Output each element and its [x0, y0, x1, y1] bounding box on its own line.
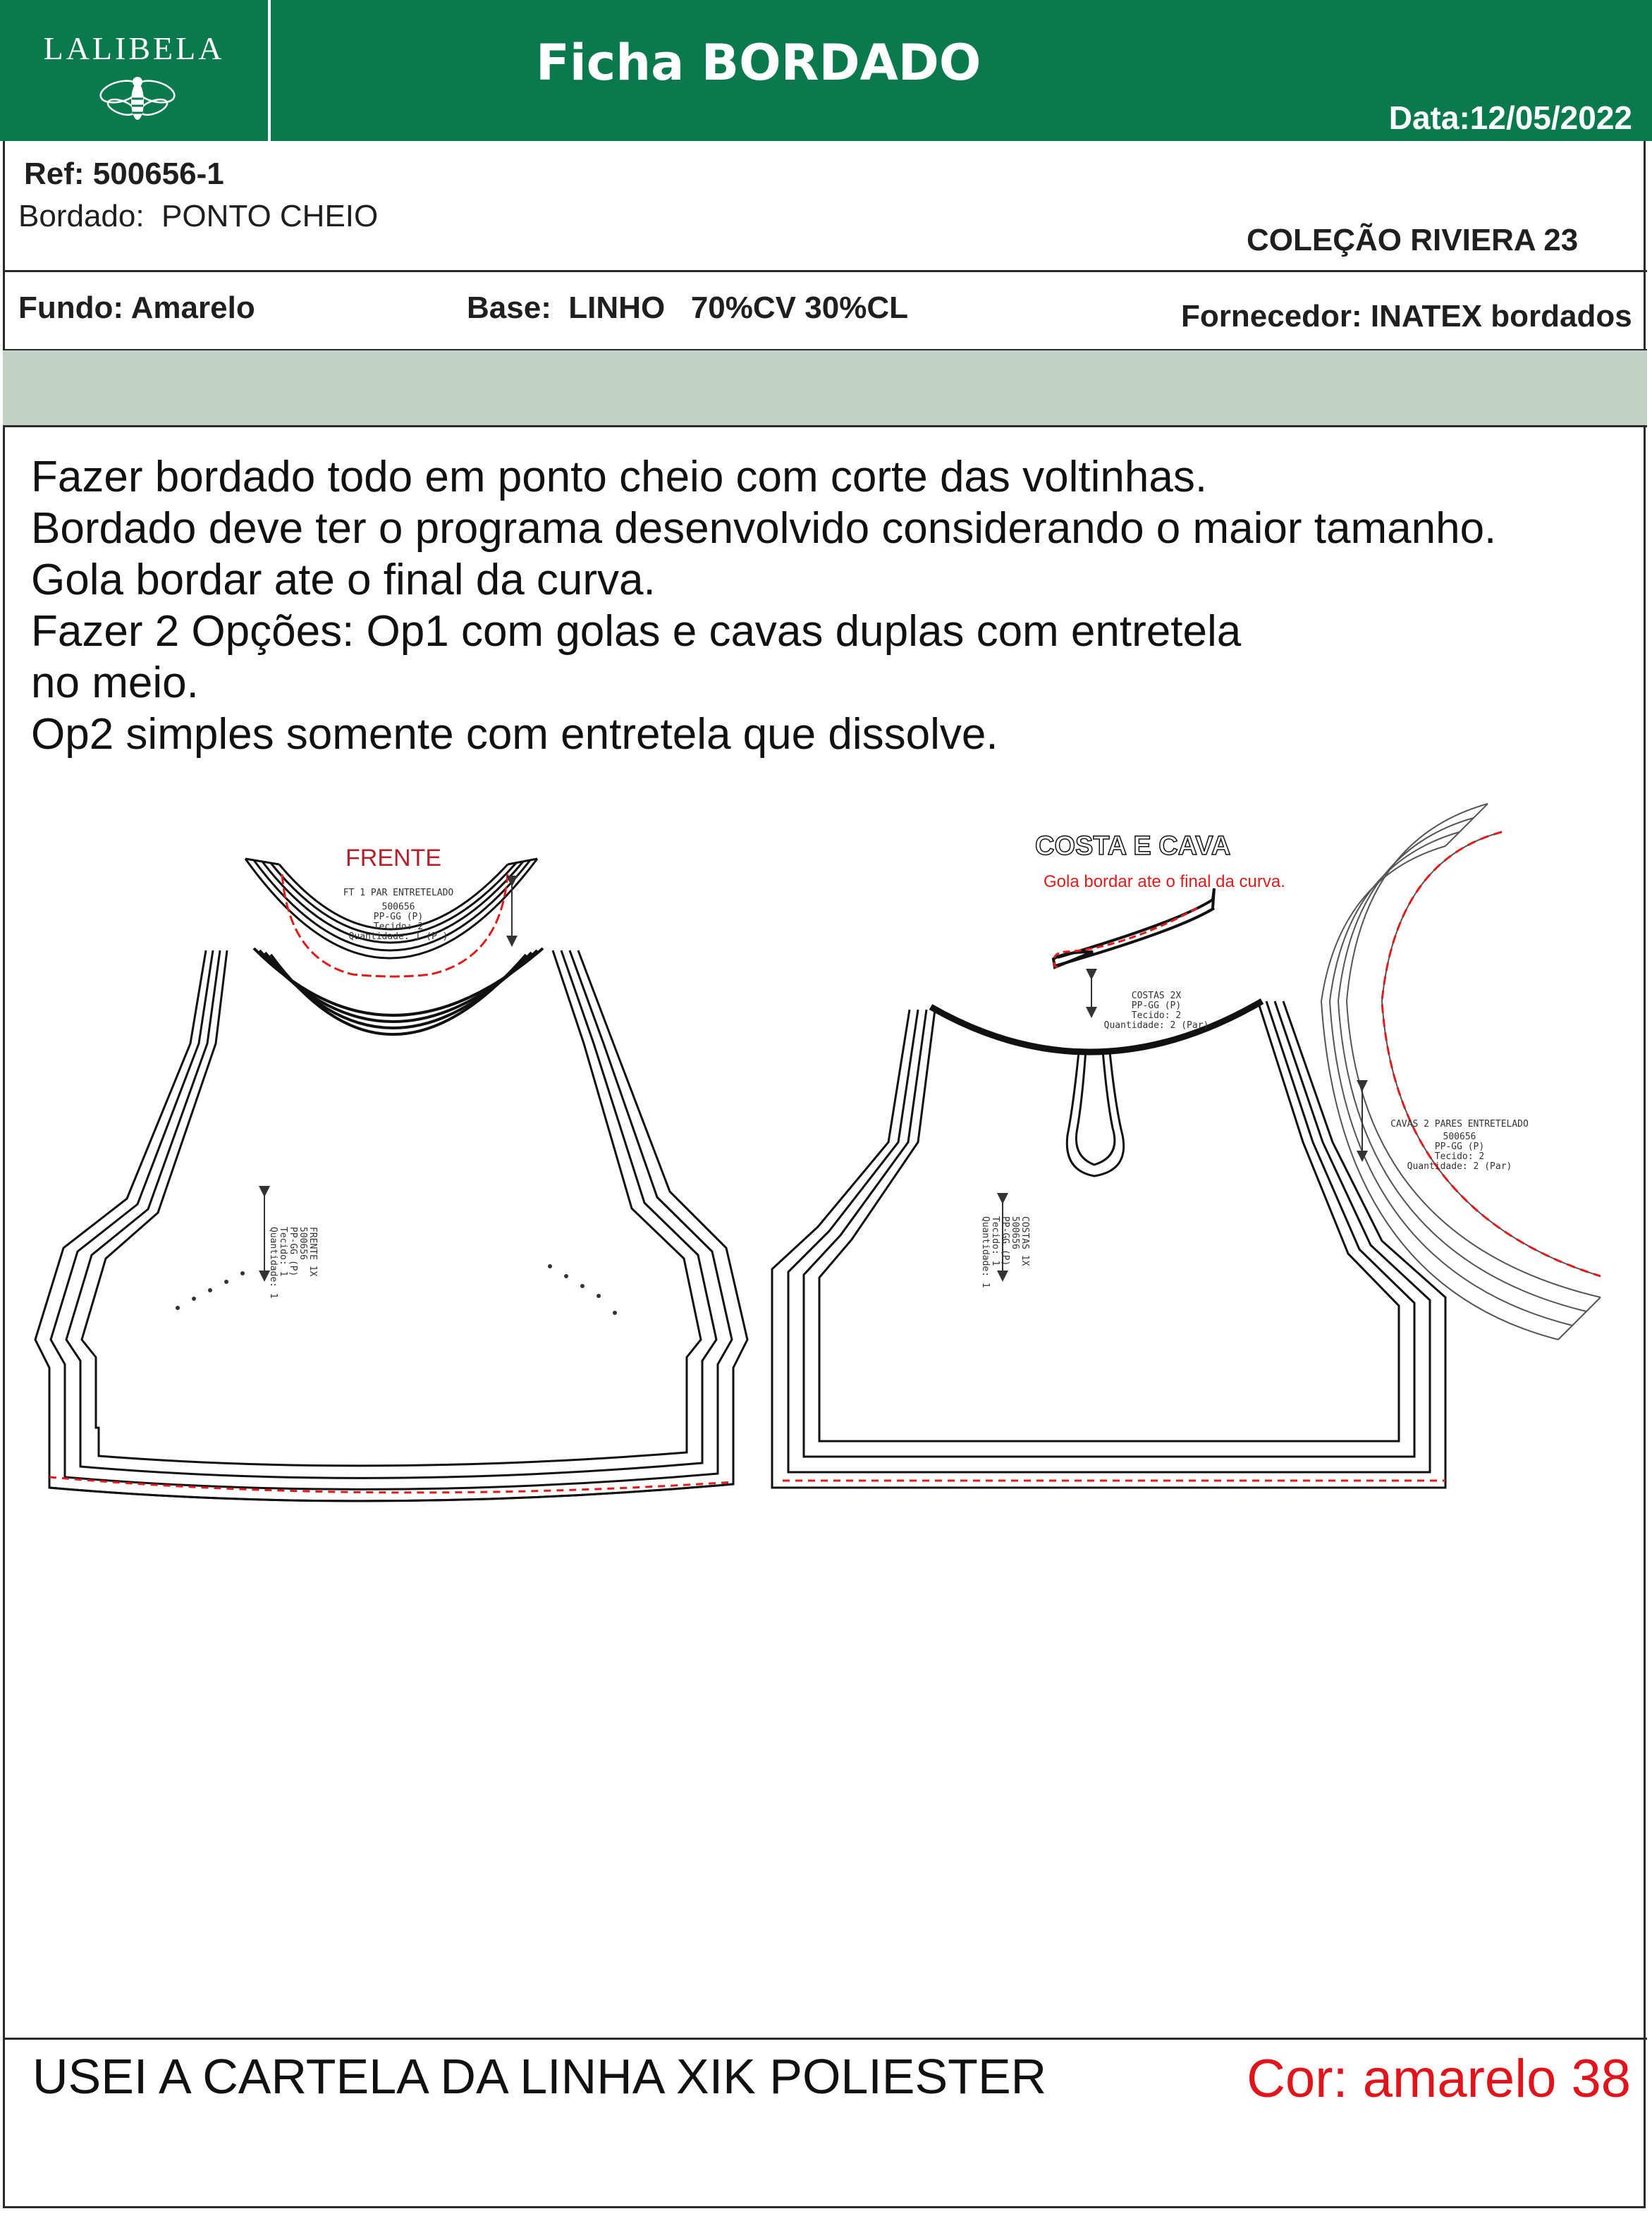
costa-keyhole: [1076, 1049, 1114, 1165]
divider: [3, 270, 1647, 272]
ref-label: Ref: 500656-1: [24, 157, 224, 191]
svg-text:Tecido: 1: Tecido: 1: [990, 1216, 1001, 1266]
svg-text:Tecido: 2: Tecido: 2: [373, 922, 424, 932]
cavas-embroidery-edge: [1382, 832, 1601, 1276]
frente-neckline: [254, 948, 543, 1034]
svg-text:Tecido: 1: Tecido: 1: [278, 1227, 288, 1277]
frente-hem-line: [49, 1484, 733, 1501]
svg-text:Tecido: 2: Tecido: 2: [1434, 1151, 1485, 1162]
instruction-line: Op2 simples somente com entretela que dissolve.: [31, 710, 998, 759]
svg-text:500656: 500656: [381, 902, 415, 912]
date-label: Data:12/05/2022: [1388, 99, 1632, 136]
fornecedor-label: Fornecedor: INATEX bordados: [1181, 299, 1632, 333]
ft-piece-label: [343, 888, 454, 942]
footer-note: USEI A CARTELA DA LINHA XIK POLIESTER: [32, 2049, 1047, 2104]
footer-color: Cor: amarelo 38: [1247, 2049, 1631, 2109]
bordado-label: Bordado: PONTO CHEIO: [18, 199, 379, 233]
svg-text:FT 1 PAR ENTRETELADO: FT 1 PAR ENTRETELADO: [343, 888, 454, 898]
pattern-drawing: [21, 790, 1636, 1537]
costa-label: COSTA E CAVA: [1035, 831, 1231, 861]
svg-text:PP-GG (P): PP-GG (P): [1000, 1216, 1010, 1266]
svg-text:Quantidade: 1: Quantidade: 1: [980, 1216, 991, 1288]
svg-text:Quantidade: 1: Quantidade: 1: [268, 1227, 279, 1299]
base-label: Base: LINHO 70%CV 30%CL: [467, 290, 908, 325]
svg-text:500656: 500656: [1010, 1216, 1020, 1249]
svg-text:PP-GG (P): PP-GG (P): [288, 1227, 298, 1277]
svg-text:FRENTE 1X: FRENTE 1X: [307, 1227, 318, 1277]
cavas-pieces: [1321, 804, 1601, 1340]
frente-piece-label: [268, 1227, 318, 1299]
svg-text:CAVAS 2 PARES ENTRETELADO: CAVAS 2 PARES ENTRETELADO: [1390, 1119, 1529, 1130]
frente-label: FRENTE: [345, 845, 441, 871]
brand-logo-text: LALIBELA: [43, 30, 225, 66]
costas1x-piece-label: [980, 1216, 1030, 1288]
svg-text:Quantidade: 2 (Par): Quantidade: 2 (Par): [1103, 1020, 1209, 1031]
instructions-block: [31, 451, 1496, 760]
svg-text:PP-GG (P): PP-GG (P): [1131, 1000, 1182, 1011]
svg-text:Tecido: 2: Tecido: 2: [1131, 1010, 1182, 1021]
svg-text:500656: 500656: [298, 1227, 308, 1260]
colecao-label: COLEÇÃO RIVIERA 23: [1247, 223, 1579, 257]
instruction-line: Bordado deve ter o programa desenvolvido considerando o maior tamanho.: [31, 504, 1497, 553]
fundo-label: Fundo: Amarelo: [18, 290, 255, 325]
bee-icon: [92, 71, 183, 127]
svg-text:Quantidade: 2 (Par): Quantidade: 2 (Par): [1407, 1161, 1512, 1172]
costa-note: Gola bordar ate o final da curva.: [1044, 872, 1285, 891]
divider: [3, 2038, 1647, 2040]
costas2x-piece-label: [1104, 991, 1209, 1031]
svg-text:500656: 500656: [1443, 1132, 1476, 1142]
color-band: [3, 350, 1647, 425]
costa-neckline: [931, 1001, 1262, 1052]
svg-text:COSTAS 1X: COSTAS 1X: [1020, 1216, 1030, 1266]
costa-body-outline: [772, 1001, 1445, 1488]
dart-marks: [176, 1264, 617, 1315]
divider: [3, 425, 1647, 427]
page-title: Ficha BORDADO: [536, 34, 981, 92]
instruction-line: Fazer 2 Opções: Op1 com golas e cavas duplas com entretela: [31, 607, 1242, 656]
instruction-line: Gola bordar ate o final da curva.: [31, 556, 656, 604]
instruction-line: no meio.: [31, 659, 199, 707]
costa-neck-facing: [1053, 888, 1214, 967]
svg-text:PP-GG (P): PP-GG (P): [373, 912, 424, 922]
instruction-line: Fazer bordado todo em ponto cheio com corte das voltinhas.: [31, 453, 1208, 501]
svg-text:Quantidade: 1 (P ): Quantidade: 1 (P ): [348, 931, 448, 942]
svg-text:PP-GG (P): PP-GG (P): [1434, 1141, 1485, 1152]
cavas-piece-label: [1390, 1119, 1529, 1172]
svg-text:COSTAS 2X: COSTAS 2X: [1131, 991, 1182, 1001]
